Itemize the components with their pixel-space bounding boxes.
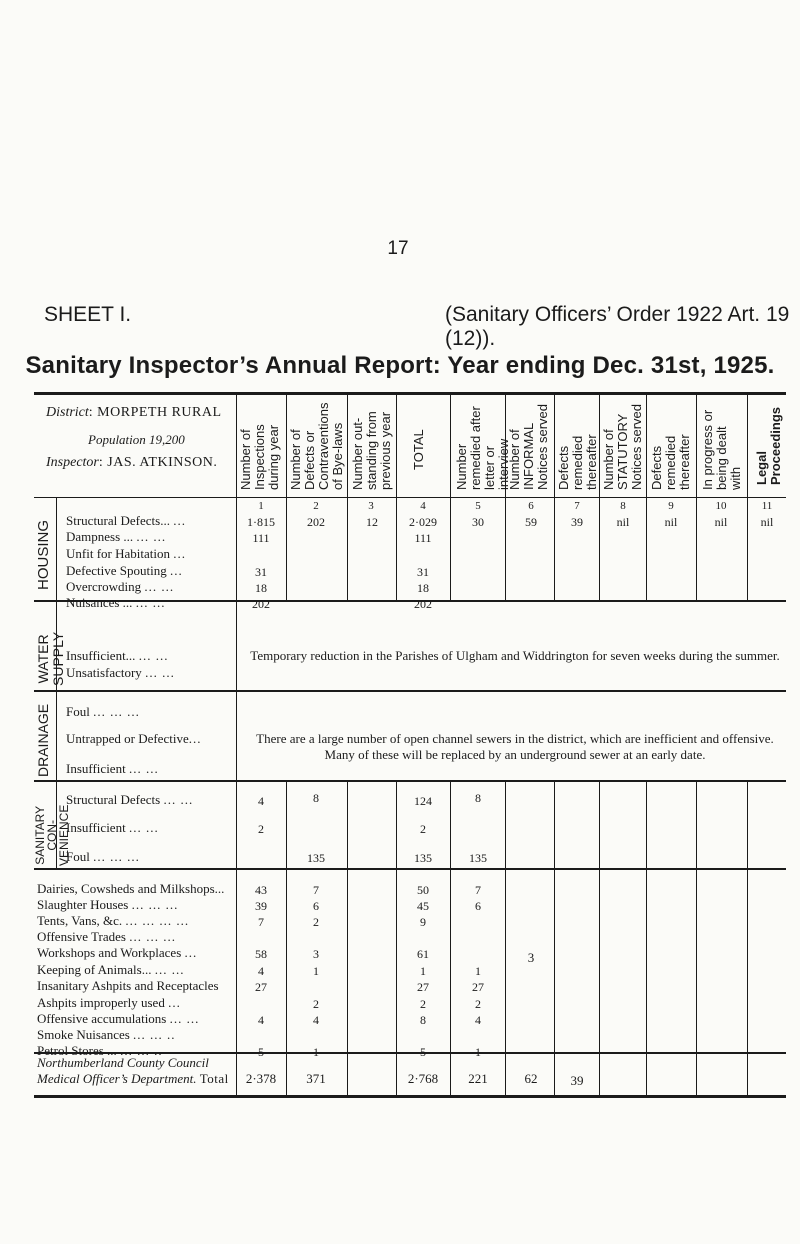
table-row-label: Dampness ... ... ... [66, 529, 167, 544]
table-row-label: Dairies, Cowsheds and Milkshops... [37, 881, 225, 896]
drainage-note: There are a large number of open channel sewers in the district, which are inefficient and offensive. Many of these will be replaced by an underground sewer at an early date. [256, 731, 774, 762]
col-header-defects-remedied-2: Defects remedied thereafter [649, 434, 692, 490]
col-header-statutory-notices: Number of STATUTORY Notices served [601, 404, 644, 490]
table-row-label: Insufficient... ... ... [66, 648, 169, 663]
col-header-in-progress: In progress or being dealt with [700, 409, 743, 490]
table-row-label: Nuisances ... ... ... [66, 595, 166, 610]
table-row-label: Petrol Stores ... ... ... .. [37, 1043, 163, 1058]
footer-department: Medical Officer’s Department. Total [37, 1071, 229, 1086]
table-row-label: Insanitary Ashpits and Receptacles [37, 978, 219, 993]
population: Population 19,200 [88, 432, 185, 447]
section-water-supply: WATER SUPPLY [35, 631, 66, 686]
table-row-label: Insufficient ... ... [66, 820, 159, 835]
col-header-legal: Legal Proceedings [754, 406, 783, 485]
table-row-label: Tents, Vans, &c. ... ... ... ... [37, 913, 190, 928]
table-row-label: Ashpits improperly used ... [37, 995, 181, 1010]
col-header-remedied-letter: Number remedied after letter or interview [454, 406, 511, 490]
table-row-label: Structural Defects... ... [66, 513, 186, 528]
table-row-label: Foul ... ... ... [66, 849, 140, 864]
section-drainage: DRAINAGE [35, 703, 51, 777]
order-reference: (Sanitary Officers’ Order 1922 Art. 19 (12)). [445, 303, 790, 350]
col-header-defects: Number of Defects or Contraventions of Bye-laws [288, 402, 345, 490]
table-row-label: Slaughter Houses ... ... ... [37, 897, 179, 912]
table-row-label: Offensive Trades ... ... ... [37, 929, 176, 944]
table-row-label: Unsatisfactory ... ... [66, 665, 175, 680]
inspector: Inspector: JAS. ATKINSON. [46, 455, 218, 470]
table-row-label: Offensive accumulations ... ... [37, 1011, 200, 1026]
table-row-label: Structural Defects ... ... [66, 792, 194, 807]
table-row-label: Untrapped or Defective... [66, 731, 202, 746]
district: District: MORPETH RURAL [46, 405, 222, 420]
table-row-label: Defective Spouting ... [66, 563, 183, 578]
section-housing: HOUSING [35, 519, 52, 590]
sheet-label: SHEET I. [44, 303, 132, 326]
col-header-outstanding: Number out- standing from previous year [350, 411, 393, 490]
table-row-label: Smoke Nuisances ... ... .. [37, 1027, 176, 1042]
section-sanitary-convenience: SANITARY CON- VENIENCE [33, 804, 71, 866]
col-header-informal-notices: Number of INFORMAL Notices served [507, 404, 550, 490]
table-row-label: Insufficient ... ... [66, 761, 159, 776]
table-row-label: Keeping of Animals... ... ... [37, 962, 185, 977]
table-row-label: Foul ... ... ... [66, 704, 140, 719]
col-header-defects-remedied: Defects remedied thereafter [556, 434, 599, 490]
table-row-label: Unfit for Habitation ... [66, 546, 186, 561]
report-title: Sanitary Inspector’s Annual Report: Year ending Dec. 31st, 1925. [25, 352, 775, 379]
water-supply-note: Temporary reduction in the Parishes of Ulgham and Widdrington for seven weeks during the summer. [250, 648, 780, 663]
page-number: 17 [387, 238, 409, 259]
table-row-label: Workshops and Workplaces ... [37, 945, 198, 960]
col-header-total: TOTAL [411, 429, 426, 470]
footer-council: Northumberland County Council [37, 1055, 209, 1070]
col-header-inspections: Number of Inspections during year [238, 424, 281, 490]
table-row-label: Overcrowding ... ... [66, 579, 175, 594]
